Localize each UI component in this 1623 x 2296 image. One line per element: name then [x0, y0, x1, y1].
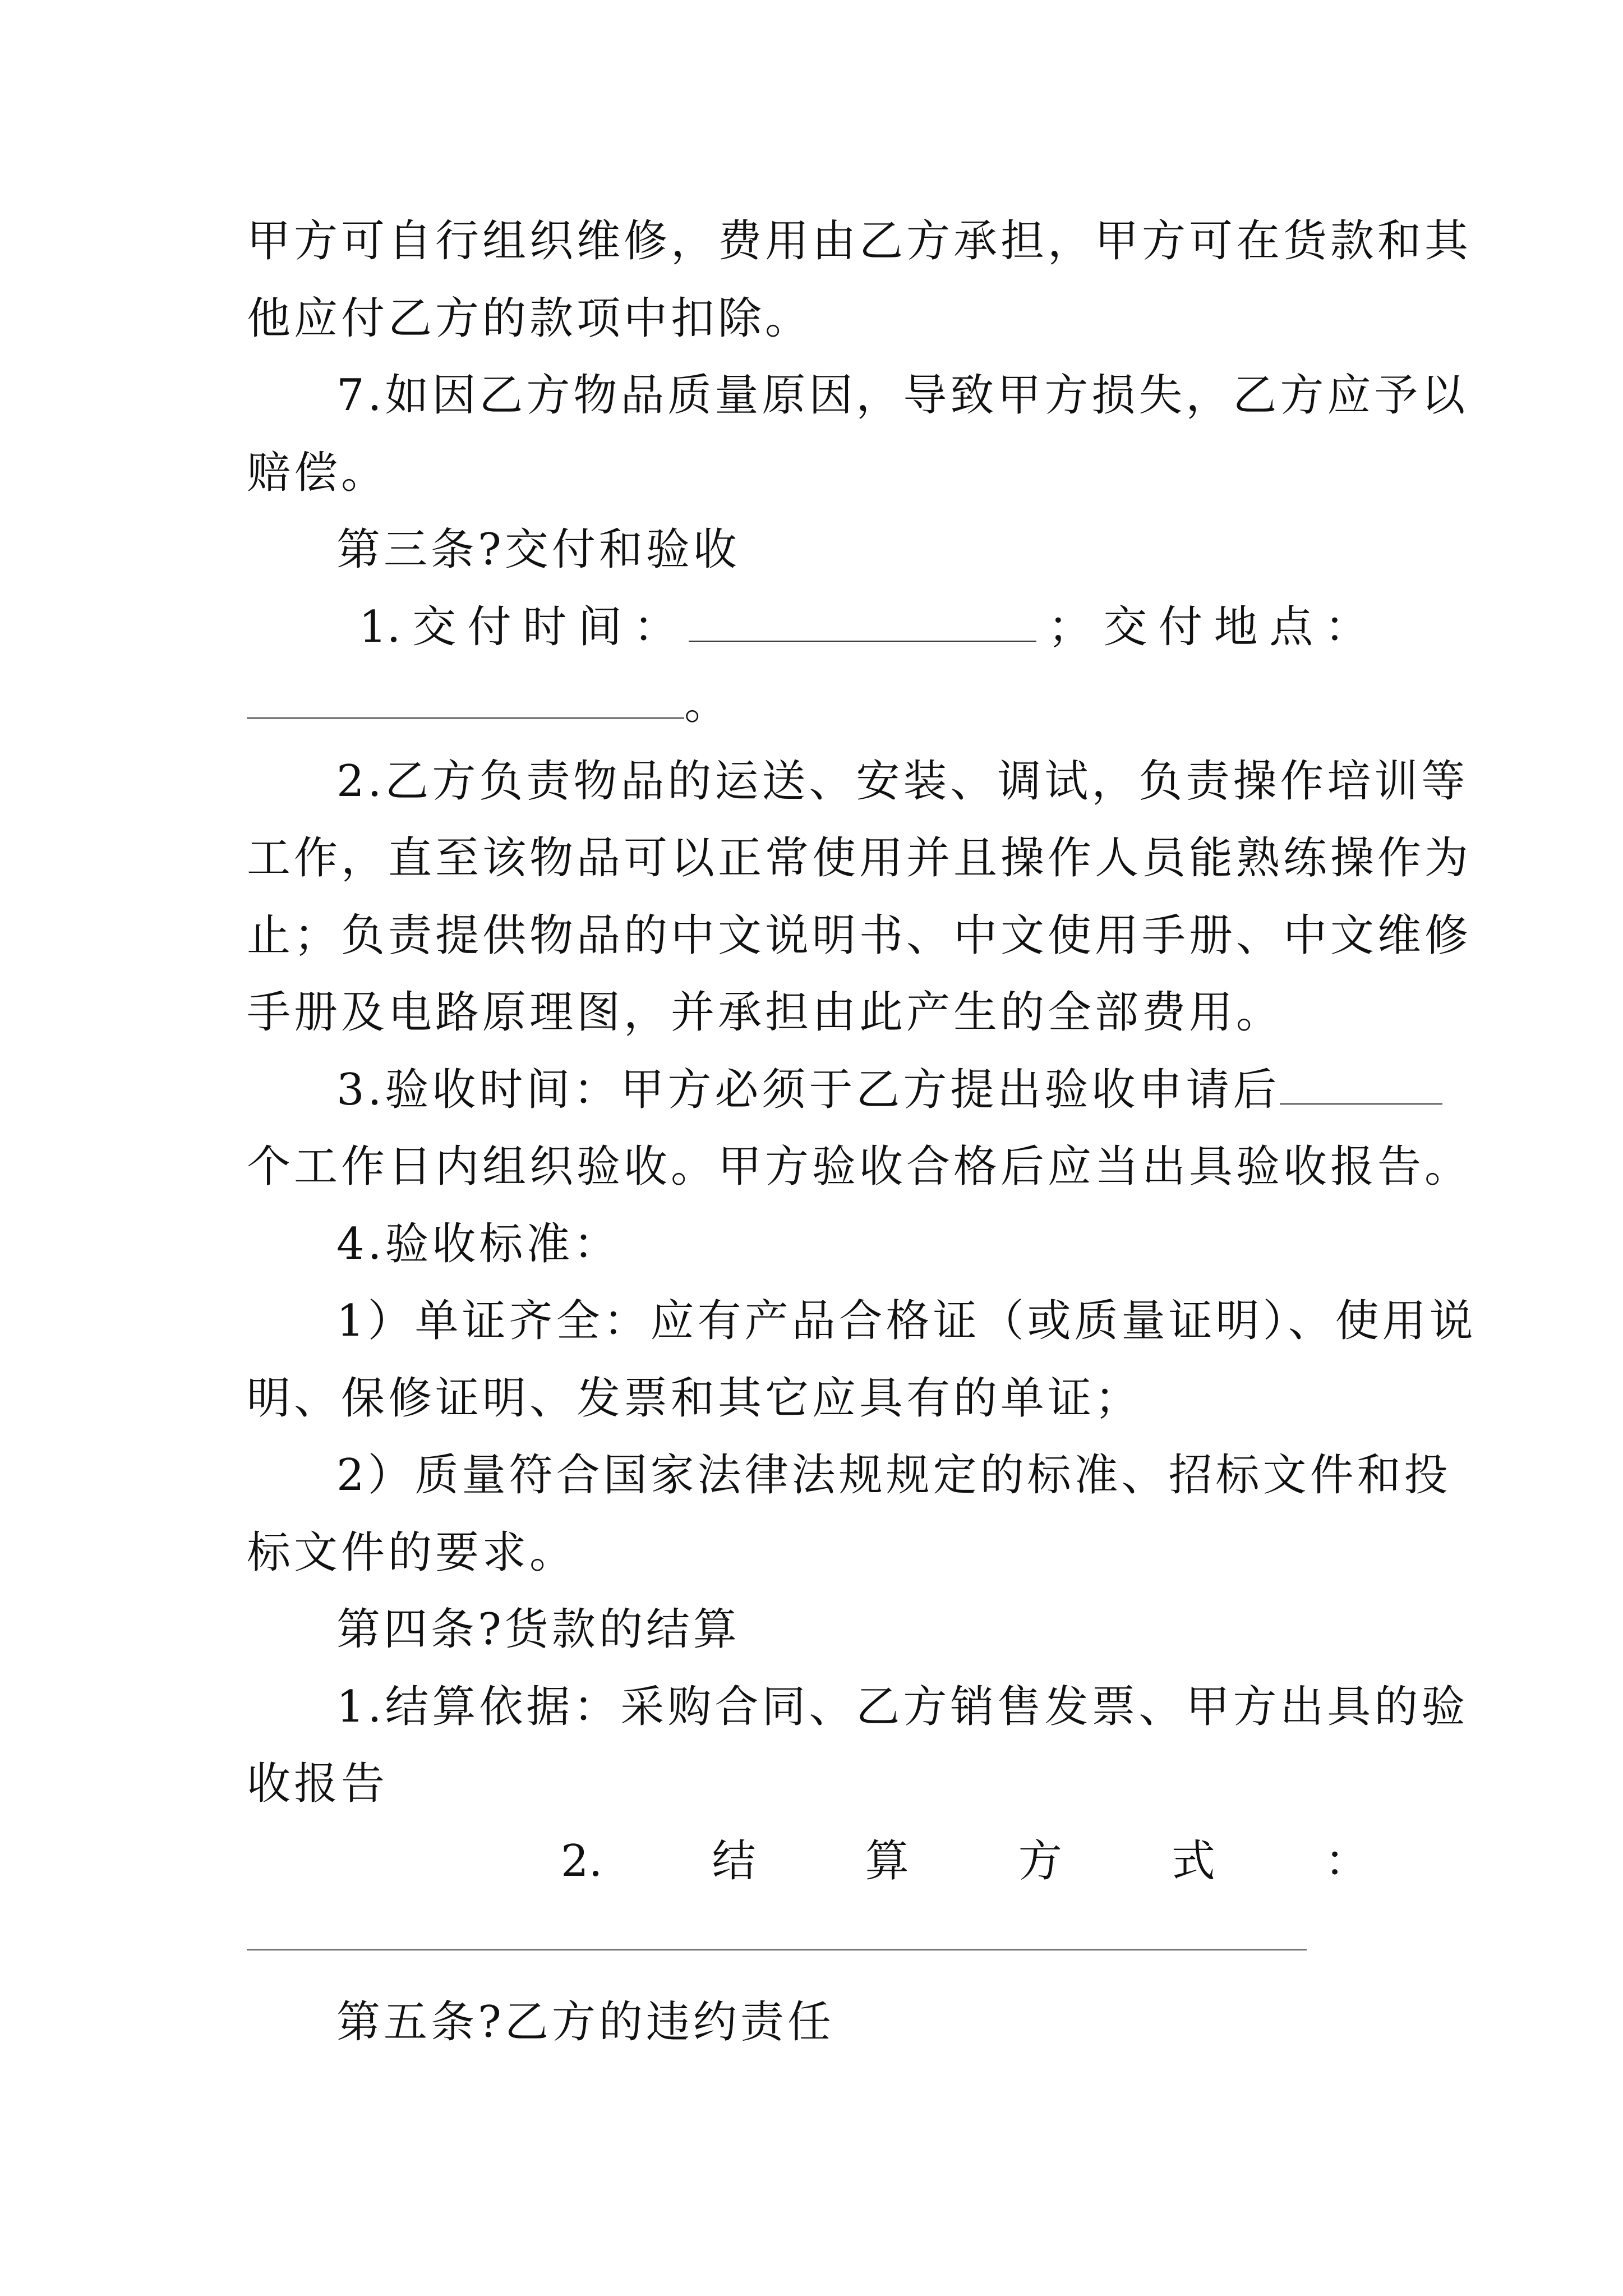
paragraph-line: 7.如因乙方物品质量原因，导致甲方损失，乙方应予以 [336, 370, 1469, 421]
char: ； [1048, 602, 1092, 652]
char: 交 [412, 602, 457, 652]
acceptance-time-line [336, 1062, 1481, 1118]
delivery-place-line [247, 676, 1391, 732]
paragraph-line: 标文件的要求。 [247, 1527, 577, 1578]
period: 。 [684, 679, 732, 729]
char: 交 [1103, 602, 1147, 652]
paragraph-line: 他应付乙方的款项中扣除。 [247, 293, 813, 344]
char: 付 [1159, 602, 1203, 652]
paragraph-line: 个工作日内组织验收。甲方验收合格后应当出具验收报告。 [247, 1142, 1472, 1192]
paragraph-line: 甲方可自行组织维修，费用由乙方承担，甲方可在货款和其 [247, 216, 1472, 266]
char: 算 [865, 1836, 909, 1887]
settlement-number: 2. [561, 1836, 603, 1887]
delivery-number: 1. [359, 602, 401, 652]
acceptance-days-blank[interactable] [1280, 1066, 1442, 1105]
delivery-place-blank[interactable] [247, 680, 684, 719]
paragraph-line: 明、保修证明、发票和其它应具有的单证； [247, 1373, 1142, 1424]
paragraph-line: 手册及电路原理图，并承担由此产生的全部费用。 [247, 987, 1284, 1038]
paragraph-line: 工作，直至该物品可以正常使用并且操作人员能熟练操作为 [247, 833, 1472, 884]
paragraph-line: 2.乙方负责物品的运送、安装、调试，负责操作培训等 [336, 756, 1469, 807]
delivery-time-blank[interactable] [689, 604, 1036, 642]
paragraph-line: 2）质量符合国家法律法规规定的标准、招标文件和投 [336, 1450, 1451, 1501]
paragraph-line: 1.结算依据：采购合同、乙方销售发票、甲方出具的验 [336, 1682, 1469, 1732]
paragraph-line: 1）单证齐全：应有产品合格证（或质量证明）、使用说 [336, 1296, 1477, 1346]
char: 结 [712, 1836, 756, 1887]
char: 点 [1269, 602, 1313, 652]
char: 地 [1214, 602, 1258, 652]
char: 间 [578, 602, 622, 652]
char: 付 [467, 602, 511, 652]
paragraph-line: 4.验收标准： [336, 1219, 621, 1269]
settlement-method-blank[interactable] [247, 1949, 1307, 1950]
char: ： [1324, 1836, 1368, 1887]
char: ： [633, 602, 677, 652]
char: ： [1324, 602, 1368, 652]
section-heading: 第四条?货款的结算 [336, 1604, 740, 1655]
char: 时 [523, 602, 567, 652]
delivery-line [359, 599, 1368, 655]
settlement-method-line [561, 1833, 1368, 1889]
section-heading: 第五条?乙方的违约责任 [336, 1997, 834, 2047]
paragraph-line: 收报告 [247, 1759, 389, 1809]
paragraph-line: 止；负责提供物品的中文说明书、中文使用手册、中文维修 [247, 910, 1472, 961]
section-heading: 第三条?交付和验收 [336, 524, 740, 575]
char: 式 [1171, 1836, 1215, 1887]
paragraph-line: 赔偿。 [247, 448, 389, 498]
char: 方 [1018, 1836, 1062, 1887]
acceptance-time-text: 3.验收时间：甲方必须于乙方提出验收申请后 [336, 1065, 1280, 1115]
